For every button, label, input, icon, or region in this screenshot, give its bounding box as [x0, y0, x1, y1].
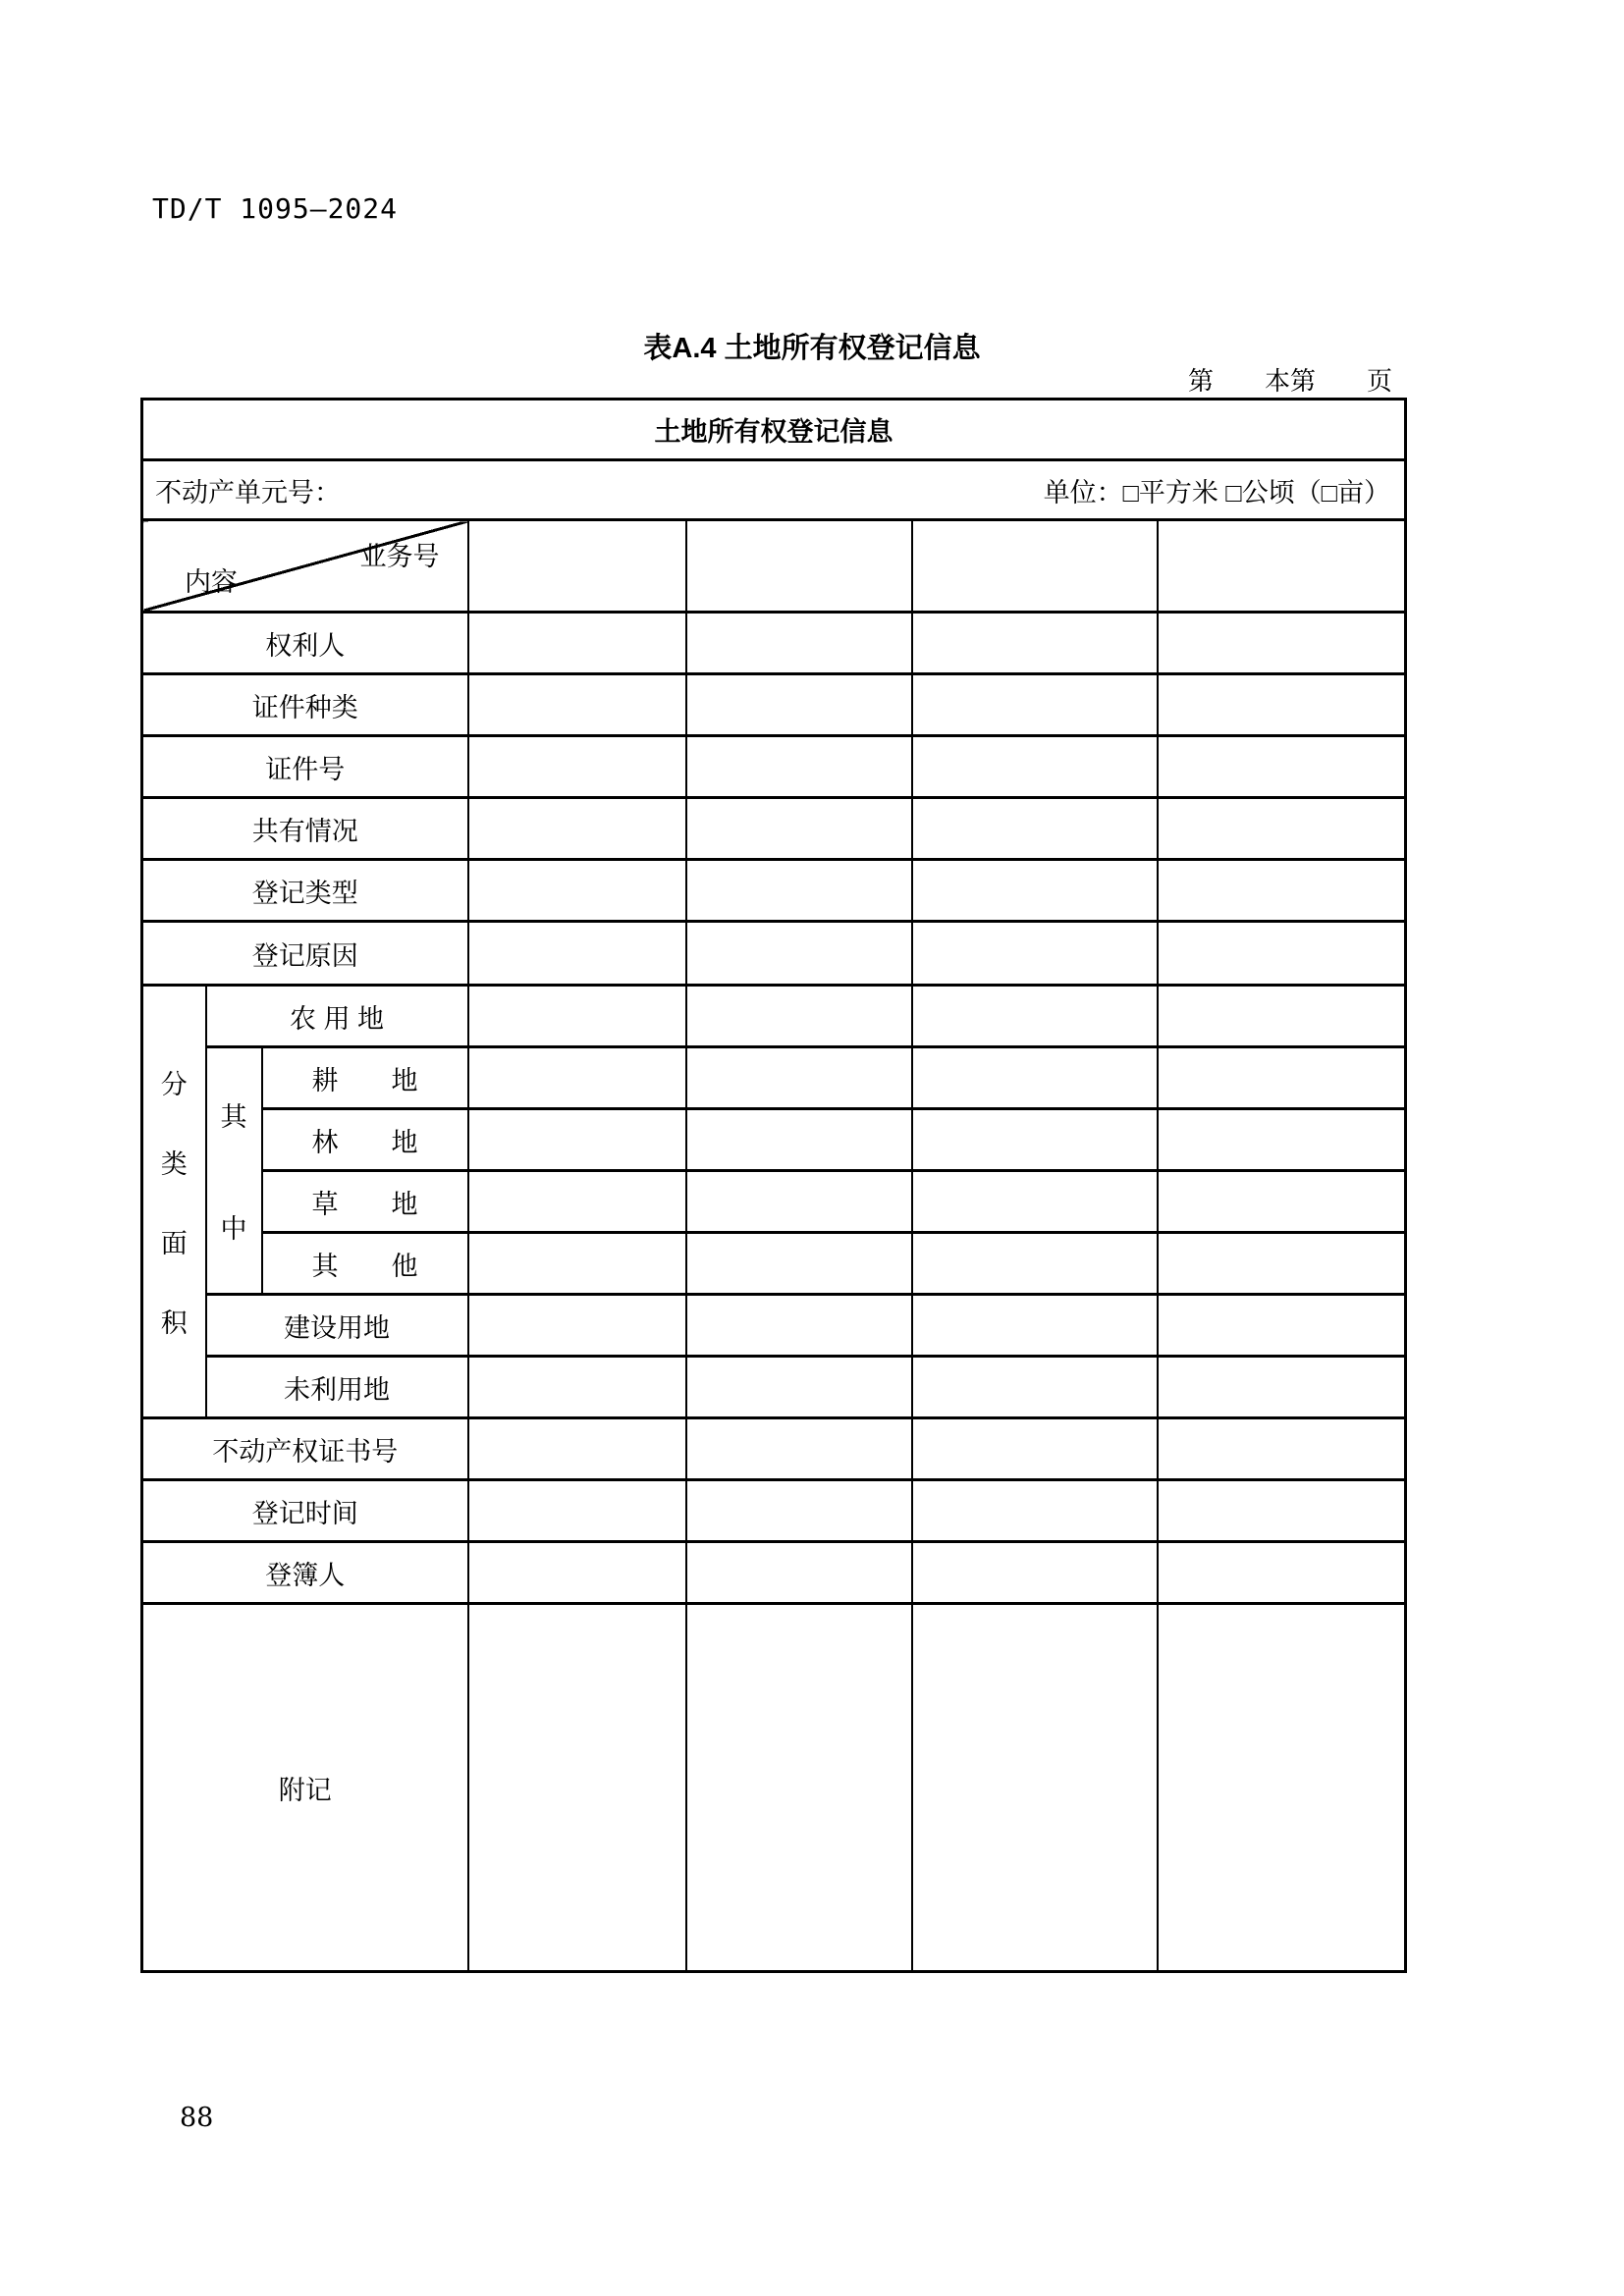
data-cell	[912, 1480, 1158, 1542]
data-cell	[1158, 736, 1406, 798]
data-cell	[912, 1357, 1158, 1418]
among-group-char: 中	[220, 1214, 247, 1244]
data-cell	[912, 798, 1158, 860]
data-cell	[1158, 986, 1406, 1047]
diagonal-header-cell	[142, 520, 468, 613]
data-cell	[686, 613, 912, 674]
among-group-char: 其	[220, 1102, 247, 1132]
data-cell	[468, 1109, 686, 1171]
data-cell	[686, 674, 912, 736]
data-cell	[686, 1233, 912, 1295]
data-cell	[912, 613, 1158, 674]
data-cell	[468, 798, 686, 860]
row-label-registration-time: 登记时间	[142, 1480, 468, 1542]
data-cell	[912, 1542, 1158, 1604]
data-cell	[468, 613, 686, 674]
data-cell	[686, 736, 912, 798]
data-cell	[912, 1418, 1158, 1480]
data-cell	[468, 922, 686, 986]
data-cell	[912, 922, 1158, 986]
data-cell	[468, 1233, 686, 1295]
among-group-label	[206, 1047, 262, 1295]
data-cell	[468, 1047, 686, 1109]
data-cell	[1158, 922, 1406, 986]
data-cell	[468, 1542, 686, 1604]
data-cell	[1158, 798, 1406, 860]
data-cell	[686, 1171, 912, 1233]
data-cell	[686, 1047, 912, 1109]
data-cell	[912, 674, 1158, 736]
data-cell	[912, 986, 1158, 1047]
data-cell	[912, 1604, 1158, 1972]
row-label-co-ownership: 共有情况	[142, 798, 468, 860]
area-group-char: 面	[160, 1229, 188, 1258]
page-number: 88	[180, 2103, 214, 2133]
data-cell	[1158, 1480, 1406, 1542]
row-label-rights-holder: 权利人	[142, 613, 468, 674]
data-cell	[686, 922, 912, 986]
data-cell	[468, 860, 686, 922]
data-cell	[686, 798, 912, 860]
data-cell	[468, 1418, 686, 1480]
data-cell	[686, 1542, 912, 1604]
row-label-certificate-number: 证件号	[142, 736, 468, 798]
table-title-cell: 土地所有权登记信息	[142, 400, 1406, 460]
row-label-registration-type: 登记类型	[142, 860, 468, 922]
data-cell	[912, 736, 1158, 798]
content-label: 内容	[185, 567, 238, 597]
data-cell	[468, 1357, 686, 1418]
data-cell	[1158, 613, 1406, 674]
row-label-other-land: 其 他	[262, 1233, 468, 1295]
data-cell	[1158, 1047, 1406, 1109]
row-label-grassland: 草 地	[262, 1171, 468, 1233]
data-cell	[1158, 674, 1406, 736]
data-cell	[468, 1295, 686, 1357]
unit-options-label: 单位：□平方米 □公顷（□亩）	[1043, 477, 1391, 507]
data-cell	[1158, 1604, 1406, 1972]
data-cell	[1158, 520, 1406, 613]
row-label-cultivated-land: 耕 地	[262, 1047, 468, 1109]
row-label-unused-land: 未利用地	[206, 1357, 468, 1418]
data-cell	[912, 1047, 1158, 1109]
data-cell	[686, 520, 912, 613]
doc-code: TD/T 1095—2024	[152, 192, 399, 225]
data-cell	[686, 1604, 912, 1972]
data-cell	[686, 1357, 912, 1418]
row-label-registration-reason: 登记原因	[142, 922, 468, 986]
data-cell	[468, 520, 686, 613]
data-cell	[468, 1171, 686, 1233]
row-label-construction-land: 建设用地	[206, 1295, 468, 1357]
data-cell	[468, 986, 686, 1047]
data-cell	[1158, 1233, 1406, 1295]
data-cell	[686, 1295, 912, 1357]
data-cell	[1158, 860, 1406, 922]
row-label-certificate-book-number: 不动产权证书号	[142, 1418, 468, 1480]
data-cell	[686, 986, 912, 1047]
data-cell	[912, 1171, 1158, 1233]
data-cell	[912, 1233, 1158, 1295]
data-cell	[912, 520, 1158, 613]
data-cell	[1158, 1109, 1406, 1171]
area-group-char: 分	[160, 1070, 188, 1099]
registration-table	[140, 398, 1407, 1973]
data-cell	[1158, 1542, 1406, 1604]
unit-number-label: 不动产单元号：	[155, 477, 341, 507]
area-group-label	[142, 986, 206, 1418]
data-cell	[468, 1480, 686, 1542]
row-label-forest-land: 林 地	[262, 1109, 468, 1171]
data-cell	[686, 860, 912, 922]
data-cell	[686, 1480, 912, 1542]
row-label-registrar: 登簿人	[142, 1542, 468, 1604]
data-cell	[1158, 1171, 1406, 1233]
unit-row-cell	[142, 460, 1406, 520]
data-cell	[1158, 1295, 1406, 1357]
page-counter: 第 本第 页	[1187, 366, 1392, 396]
data-cell	[686, 1418, 912, 1480]
data-cell	[468, 1604, 686, 1972]
data-cell	[686, 1109, 912, 1171]
data-cell	[912, 860, 1158, 922]
row-label-certificate-type: 证件种类	[142, 674, 468, 736]
row-label-agricultural-land: 农 用 地	[206, 986, 468, 1047]
table-caption: 表A.4 土地所有权登记信息	[643, 333, 981, 364]
data-cell	[912, 1109, 1158, 1171]
data-cell	[468, 674, 686, 736]
data-cell	[1158, 1357, 1406, 1418]
area-group-char: 类	[160, 1149, 188, 1179]
row-label-remarks: 附记	[142, 1604, 468, 1972]
data-cell	[468, 736, 686, 798]
data-cell	[1158, 1418, 1406, 1480]
business-number-label: 业务号	[359, 542, 440, 571]
data-cell	[912, 1295, 1158, 1357]
area-group-char: 积	[160, 1308, 188, 1338]
